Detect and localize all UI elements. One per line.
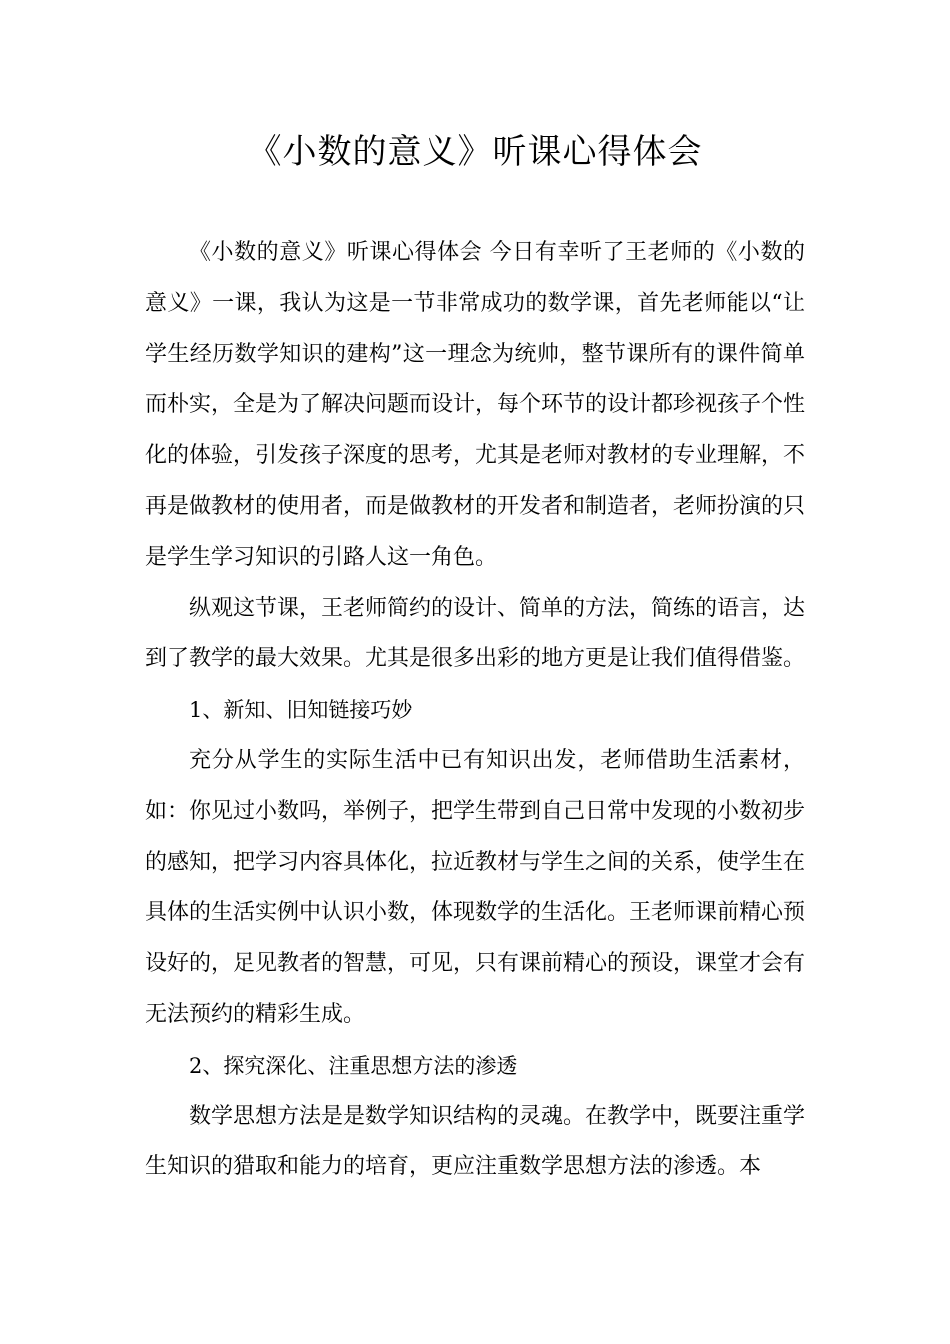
paragraph-section-1: 充分从学生的实际生活中已有知识出发，老师借助生活素材，如：你见过小数吗，举例子，把学生带到自己日常中发现的小数初步的感知，把学习内容具体化，拉近教材与学生之间的关系，使学生在具体的生活实例中认识小数，体现数学的生活化。王老师课前精心预设好的，足见教者的智慧，可见，只有课前精心的预设，课堂才会有无法预约的精彩生成。	[145, 747, 806, 1027]
document-body	[145, 228, 805, 1193]
section-heading-2: 2、探究深化、注重思想方法的渗透	[189, 1053, 518, 1078]
section-heading-1: 1、新知、旧知链接巧妙	[189, 698, 413, 723]
paragraph-intro: 《小数的意义》听课心得体会 今日有幸听了王老师的《小数的意义》一课，我认为这是一节非常成功的数学课，首先老师能以“让学生经历数学知识的建构”这一理念为统帅，整节课所有的课件简单而朴实，全是为了解决问题而设计，每个环节的设计都珍视孩子个性化的体验，引发孩子深度的思考，尤其是老师对教材的专业理解，不再是做教材的使用者，而是做教材的开发者和制造者，老师扮演的只是学生学习知识的引路人这一角色。	[145, 240, 806, 570]
document-title: 《小数的意义》听课心得体会	[247, 132, 703, 172]
paragraph-overview: 纵观这节课，王老师简约的设计、简单的方法，简练的语言，达到了教学的最大效果。尤其是很多出彩的地方更是让我们值得借鉴。	[145, 595, 806, 672]
paragraph-section-2: 数学思想方法是是数学知识结构的灵魂。在教学中，既要注重学生知识的猎取和能力的培育，更应注重数学思想方法的渗透。本	[145, 1103, 806, 1180]
